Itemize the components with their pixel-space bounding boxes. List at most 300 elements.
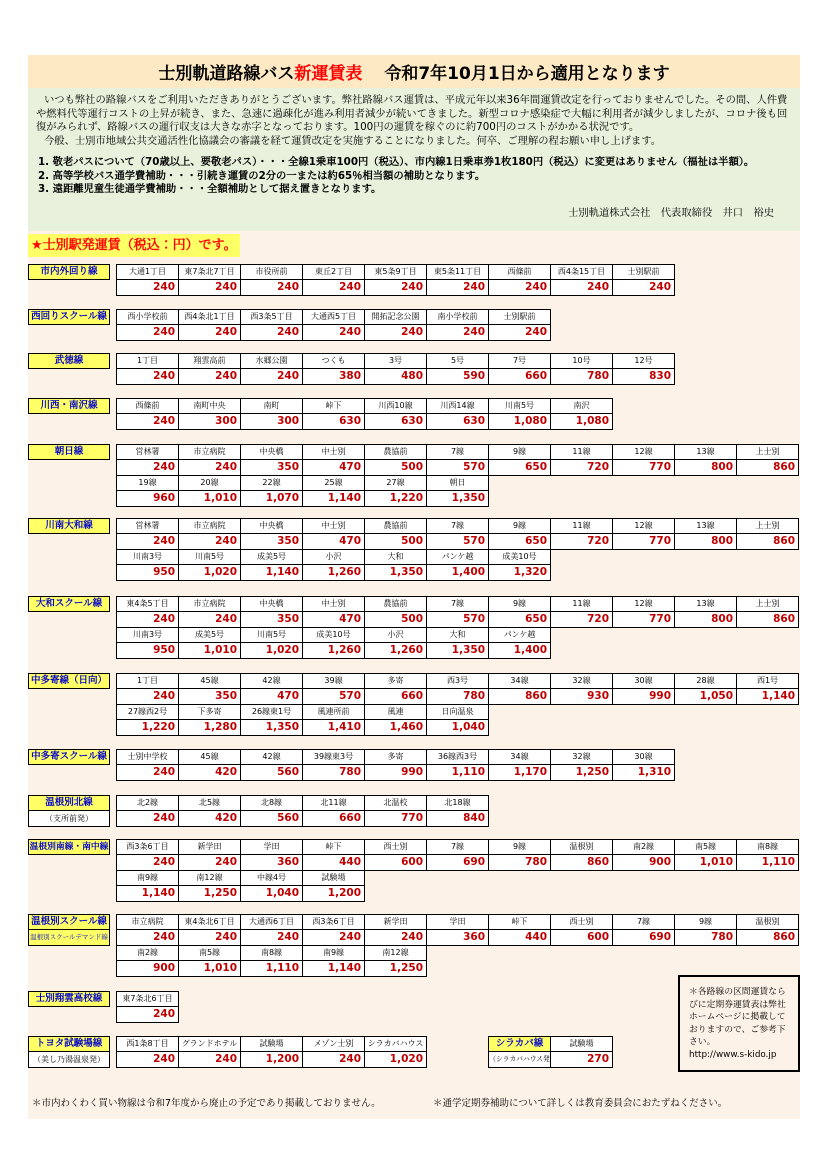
fare-cell: 1,260 [302,642,365,659]
fare-cell: 1,170 [488,764,551,781]
stop-name-cell: 42線 [240,749,303,765]
stop-name-cell: 28線 [674,673,737,689]
stop-name-cell: 34線 [488,749,551,765]
intro-item: 1. 敬老パスについて（70歳以上、要敬老パス）・・・全線1乗車100円（税込）、市内線1日乗車券1枚180円（税込）に変更はありません（福祉は半額）。 [38,156,755,168]
stop-name-cell: 南12線 [178,870,241,886]
stop-name-cell: 3号 [364,353,427,369]
stop-name-cell: 試験場 [550,1036,613,1052]
fare-cell: 1,260 [364,642,427,659]
fare-cell: 780 [426,688,489,705]
fare-cell: 1,140 [736,688,799,705]
stop-name-cell: 農協前 [364,596,427,612]
fare-cell: 900 [612,854,675,871]
stop-name-cell: 西條前 [488,264,551,280]
fare-cell: 930 [550,688,613,705]
stop-name-cell: 学田 [240,839,303,855]
fare-cell: 860 [550,854,613,871]
fare-cell: 350 [178,688,241,705]
footer-note-right: ＊通学定期券補助について詳しくは教育委員会におたずねください。 [433,1098,728,1109]
fare-cell: 1,200 [302,885,365,902]
fare-cell: 470 [302,611,365,628]
fare-cell: 240 [116,810,179,827]
stop-name-cell: 川南5号 [178,549,241,565]
stop-name-cell: 川西10線 [364,398,427,414]
intro-item: 3. 遠距離児童生徒通学費補助・・・全額補助として据え置きとなります。 [38,183,382,195]
fare-cell: 240 [364,279,427,296]
fare-cell: 240 [116,413,179,430]
fare-cell: 1,460 [364,719,427,736]
route-name-label: 朝日線 [28,444,110,460]
fare-cell: 240 [426,324,489,341]
stop-name-cell: 南12線 [364,945,427,961]
stop-name-cell: 西4条15丁目 [550,264,613,280]
fare-cell: 690 [612,929,675,946]
stop-name-cell: 西小学校前 [116,309,179,325]
stop-name-cell: 風連所前 [302,704,365,720]
fare-cell: 1,080 [550,413,613,430]
stop-name-cell: 13線 [674,518,737,534]
fare-cell: 600 [550,929,613,946]
stop-name-cell: 市立病院 [178,444,241,460]
fare-cell: 470 [302,459,365,476]
stop-name-cell: 西4条北1丁目 [178,309,241,325]
fare-cell: 480 [364,368,427,385]
stop-name-cell: 南9線 [302,945,365,961]
stop-name-cell: 東丘2丁目 [302,264,365,280]
stop-name-cell: 中士別 [302,444,365,460]
stop-name-cell: 30線 [612,673,675,689]
stop-name-cell: 25線 [302,475,365,491]
fare-cell: 300 [240,413,303,430]
fare-cell: 1,110 [240,960,303,977]
route-name-label: シラカバ線 [488,1036,551,1052]
fare-cell: 720 [550,533,613,550]
note-text: ＊各路線の区間運賃ならびに定期券運賃表は弊社ホームページに掲載しておりますので、ご参考下さい。 [689,987,786,1047]
fare-cell: 860 [488,688,551,705]
fare-cell: 650 [488,533,551,550]
fare-cell: 470 [302,533,365,550]
route-name-label: トヨタ試験場線 [28,1036,110,1052]
footer-note-left: ＊市内わくわく買い物線は令和7年度から廃止の予定であり掲載しておりません。 [32,1098,381,1109]
fare-cell: 240 [178,611,241,628]
fare-cell: 300 [178,413,241,430]
fare-cell: 440 [488,929,551,946]
stop-name-cell: 西士別 [550,914,613,930]
fare-cell: 240 [364,929,427,946]
fare-cell: 240 [116,1051,179,1068]
stop-name-cell: 11線 [550,596,613,612]
stop-name-cell: 東7条北7丁目 [178,264,241,280]
fare-cell: 240 [116,279,179,296]
fare-cell: 830 [612,368,675,385]
stop-name-cell: 上士別 [736,518,799,534]
intro-paragraph: 今般、士別市地域公共交通活性化協議会の審議を経て運賃改定を実施することになりました。何卒、ご理解の程お願い申し上げます。 [44,134,661,147]
stop-name-cell: 新学田 [178,839,241,855]
fare-cell: 690 [426,854,489,871]
fare-cell: 780 [488,854,551,871]
fare-cell: 1,400 [488,642,551,659]
route-name-label: 温根別南線・南中線 [28,839,110,855]
fare-cell: 1,040 [426,719,489,736]
fare-cell: 560 [240,764,303,781]
note-url: http://www.s-kido.jp [689,1049,777,1060]
fare-cell: 240 [116,368,179,385]
fare-cell: 800 [674,533,737,550]
stop-name-cell: 12線 [612,518,675,534]
fare-cell: 1,350 [426,490,489,507]
fare-cell: 240 [178,368,241,385]
fare-cell: 360 [240,854,303,871]
fare-cell: 650 [488,611,551,628]
route-name-label: 士別翔雲高校線 [28,991,110,1007]
fare-cell: 240 [178,1051,241,1068]
fare-cell: 240 [116,459,179,476]
route-name-label: 川西・南沢線 [28,398,110,414]
fare-cell: 1,200 [240,1051,303,1068]
fare-cell: 1,410 [302,719,365,736]
stop-name-cell: 27線 [364,475,427,491]
fare-cell: 240 [116,324,179,341]
stop-name-cell: 温根別 [736,914,799,930]
route-name-label: 中多寄スクール線 [28,749,110,765]
stop-name-cell: 7線 [426,839,489,855]
fare-cell: 800 [674,611,737,628]
stop-name-cell: 11線 [550,518,613,534]
stop-name-cell: 西3号 [426,673,489,689]
fare-cell: 1,040 [240,885,303,902]
route-name-label: 大和スクール線 [28,596,110,612]
stop-name-cell: 東5条11丁目 [426,264,489,280]
stop-name-cell: 市立病院 [116,914,179,930]
stop-name-cell: 34線 [488,673,551,689]
route-name-label: 西回りスクール線 [28,309,110,325]
fare-cell: 1,220 [364,490,427,507]
stop-name-cell: 峠下 [302,839,365,855]
fare-cell: 240 [178,854,241,871]
stop-name-cell: 南8線 [240,945,303,961]
stop-name-cell: 7線 [612,914,675,930]
fare-cell: 1,280 [178,719,241,736]
fare-cell: 780 [550,368,613,385]
fare-cell: 840 [426,810,489,827]
fare-cell: 240 [116,1006,179,1023]
fare-cell: 240 [240,929,303,946]
company-signature: 士別軌道株式会社 代表取締役 井口 裕史 [568,206,774,219]
stop-name-cell: 市役所前 [240,264,303,280]
fare-cell: 1,260 [302,564,365,581]
fare-cell: 350 [240,533,303,550]
fare-cell: 1,140 [302,960,365,977]
stop-name-cell: 峠下 [302,398,365,414]
fare-cell: 720 [550,611,613,628]
fare-cell: 470 [240,688,303,705]
stop-name-cell: 中央橋 [240,444,303,460]
fare-cell: 1,050 [674,688,737,705]
fare-cell: 990 [364,764,427,781]
stop-name-cell: 峠下 [488,914,551,930]
fare-cell: 560 [240,810,303,827]
stop-name-cell: 南町中央 [178,398,241,414]
fare-cell: 1,310 [612,764,675,781]
stop-name-cell: 士別中学校 [116,749,179,765]
route-name-label: 武徳線 [28,353,110,369]
route-name-label: 中多寄線（日向） [28,673,110,689]
stop-name-cell: 成美10号 [302,627,365,643]
fare-cell: 780 [674,929,737,946]
stop-name-cell: つくも [302,353,365,369]
stop-name-cell: シラカバハウス [364,1036,427,1052]
route-name-label: 市内外回り線 [28,264,110,280]
fare-cell: 240 [178,324,241,341]
stop-name-cell: 19線 [116,475,179,491]
stop-name-cell: 南5線 [178,945,241,961]
stop-name-cell: 東4条5丁目 [116,596,179,612]
fare-cell: 240 [178,279,241,296]
intro-item: 2. 高等学校バス通学費補助・・・引続き運賃の2分の一または約65％相当額の補助となります。 [38,169,486,182]
fare-cell: 240 [302,324,365,341]
stop-name-cell: 北2線 [116,795,179,811]
stop-name-cell: 39線 [302,673,365,689]
stop-name-cell: メゾン士別 [302,1036,365,1052]
fare-cell: 1,140 [116,885,179,902]
stop-name-cell: 中線4号 [240,870,303,886]
fare-cell: 1,250 [550,764,613,781]
fare-cell: 240 [302,1051,365,1068]
stop-name-cell: 中士別 [302,518,365,534]
fare-cell: 1,010 [178,490,241,507]
stop-name-cell: 中央橋 [240,518,303,534]
fare-cell: 1,020 [178,564,241,581]
route-name-label: 温根別スクール線 [28,914,110,930]
stop-name-cell: 北18線 [426,795,489,811]
stop-name-cell: 士別駅前 [612,264,675,280]
fare-cell: 500 [364,533,427,550]
fare-cell: 240 [116,929,179,946]
stop-name-cell: 1丁目 [116,673,179,689]
stop-name-cell: 試験場 [302,870,365,886]
fare-cell: 660 [364,688,427,705]
fare-cell: 240 [116,764,179,781]
fare-cell: 570 [426,533,489,550]
stop-name-cell: 成美10号 [488,549,551,565]
fare-cell: 800 [674,459,737,476]
fare-cell: 1,080 [488,413,551,430]
stop-name-cell: 成美5号 [240,549,303,565]
stop-name-cell: 西3条6丁目 [116,839,179,855]
stop-name-cell: 小沢 [364,627,427,643]
route-name-label: 川南大和線 [28,518,110,534]
stop-name-cell: 小沢 [302,549,365,565]
fare-cell: 420 [178,810,241,827]
stop-name-cell: 30線 [612,749,675,765]
stop-name-cell: 北5線 [178,795,241,811]
stop-name-cell: 大和 [364,549,427,565]
stop-name-cell: 39線東3号 [302,749,365,765]
stop-name-cell: 32線 [550,673,613,689]
stop-name-cell: 営林署 [116,444,179,460]
stop-name-cell: 9線 [488,518,551,534]
stop-name-cell: 温根別 [550,839,613,855]
stop-name-cell: 日向温泉 [426,704,489,720]
stop-name-cell: 13線 [674,444,737,460]
stop-name-cell: 西士別 [364,839,427,855]
stop-name-cell: 大通西6丁目 [240,914,303,930]
stop-name-cell: 南2線 [612,839,675,855]
stop-name-cell: 9線 [488,596,551,612]
fare-cell: 240 [302,929,365,946]
stop-name-cell: 西3条5丁目 [240,309,303,325]
stop-name-cell: 12号 [612,353,675,369]
fare-cell: 240 [240,279,303,296]
title-effective-date: 令和7年10月1日から適用となります [384,64,670,84]
fare-cell: 240 [612,279,675,296]
stop-name-cell: 22線 [240,475,303,491]
fare-cell: 1,350 [364,564,427,581]
stop-name-cell: 市立病院 [178,596,241,612]
fare-cell: 650 [488,459,551,476]
fare-cell: 1,320 [488,564,551,581]
fare-cell: 1,250 [364,960,427,977]
title-highlight: 新運賃表 [294,64,363,84]
fare-cell: 1,110 [426,764,489,781]
stop-name-cell: 45線 [178,673,241,689]
stop-name-cell: 42線 [240,673,303,689]
stop-name-cell: パンケ越 [488,627,551,643]
fare-cell: 630 [302,413,365,430]
title-main: 士別軌道路線バス [158,64,295,84]
fare-cell: 1,010 [674,854,737,871]
fare-cell: 240 [116,611,179,628]
stop-name-cell: 13線 [674,596,737,612]
stop-name-cell: 大通1丁目 [116,264,179,280]
stop-name-cell: 7線 [426,596,489,612]
stop-name-cell: 開拓記念公園 [364,309,427,325]
stop-name-cell: 北温校 [364,795,427,811]
fare-cell: 1,020 [240,642,303,659]
fare-cell: 770 [612,533,675,550]
fare-cell: 860 [736,459,799,476]
stop-name-cell: 川西14線 [426,398,489,414]
fare-cell: 860 [736,611,799,628]
stop-name-cell: 農協前 [364,444,427,460]
fare-cell: 770 [612,459,675,476]
fare-cell: 570 [302,688,365,705]
fare-cell: 780 [302,764,365,781]
fare-cell: 360 [426,929,489,946]
stop-name-cell: 新学田 [364,914,427,930]
fare-cell: 1,110 [736,854,799,871]
fare-cell: 1,350 [426,642,489,659]
stop-name-cell: 農協前 [364,518,427,534]
fare-cell: 240 [240,368,303,385]
stop-name-cell: 南沢 [550,398,613,414]
stop-name-cell: 南町 [240,398,303,414]
stop-name-cell: 12線 [612,444,675,460]
stop-name-cell: 水郷公園 [240,353,303,369]
fare-cell: 240 [178,929,241,946]
stop-name-cell: 7号 [488,353,551,369]
fare-cell: 420 [178,764,241,781]
stop-name-cell: グランドホテル [178,1036,241,1052]
stop-name-cell: 中士別 [302,596,365,612]
fare-cell: 1,140 [240,564,303,581]
fare-cell: 240 [426,279,489,296]
stop-name-cell: 川南5号 [240,627,303,643]
stop-name-cell: 南5線 [674,839,737,855]
fare-cell: 1,140 [302,490,365,507]
stop-name-cell: 南小学校前 [426,309,489,325]
fare-cell: 660 [302,810,365,827]
fare-cell: 900 [116,960,179,977]
fare-cell: 720 [550,459,613,476]
stop-name-cell: 上士別 [736,596,799,612]
stop-name-cell: 7線 [426,444,489,460]
stop-name-cell: 26線東1号 [240,704,303,720]
fare-cell: 660 [488,368,551,385]
stop-name-cell: 市立病院 [178,518,241,534]
fare-cell: 440 [302,854,365,871]
fare-cell: 240 [550,279,613,296]
stop-name-cell: 営林署 [116,518,179,534]
stop-name-cell: 南9線 [116,870,179,886]
fare-cell: 240 [116,688,179,705]
fare-cell: 990 [612,688,675,705]
fare-cell: 500 [364,611,427,628]
stop-name-cell: 12線 [612,596,675,612]
fare-cell: 1,400 [426,564,489,581]
stop-name-cell: 川南5号 [488,398,551,414]
fare-cell: 350 [240,459,303,476]
fare-cell: 570 [426,611,489,628]
fare-cell: 240 [302,279,365,296]
stop-name-cell: 10号 [550,353,613,369]
stop-name-cell: 西3条6丁目 [302,914,365,930]
fare-cell: 950 [116,642,179,659]
fare-cell: 240 [488,324,551,341]
stop-name-cell: 成美5号 [178,627,241,643]
fare-cell: 960 [116,490,179,507]
stop-name-cell: 7線 [426,518,489,534]
fare-cell: 770 [612,611,675,628]
stop-name-cell: 南2線 [116,945,179,961]
section-title: ★士別駅発運賃（税込：円）です。 [28,234,240,257]
note-box [678,975,800,1072]
fare-cell: 860 [736,929,799,946]
fare-cell: 1,020 [364,1051,427,1068]
stop-name-cell: 試験場 [240,1036,303,1052]
fare-cell: 240 [488,279,551,296]
route-origin-label: （美し乃湯温泉発） [28,1051,110,1068]
fare-cell: 630 [364,413,427,430]
fare-cell: 240 [178,459,241,476]
stop-name-cell: 下多寄 [178,704,241,720]
fare-cell: 350 [240,611,303,628]
stop-name-cell: 45線 [178,749,241,765]
stop-name-cell: 川南3号 [116,549,179,565]
fare-cell: 600 [364,854,427,871]
stop-name-cell: 東4条北6丁目 [178,914,241,930]
stop-name-cell: 27線西2号 [116,704,179,720]
fare-cell: 1,250 [178,885,241,902]
route-origin-label: （支所前発） [28,810,110,827]
intro-paragraph: いつも弊社の路線バスをご利用いただきありがとうございます。弊社路線バス運賃は、平成元年以来36年間運賃改定を行っておりませんでした。その間、人件費や燃料代等運行コストの上昇が続き、また、急速に過疎化が進み利用者減少が続いてきました。新型コロナ感染症で大幅に利用者が減少しましたが、コロナ後も回復がみられず、路線バスの運行収支は大きな赤字となっております。100円の運賃を稼ぐのに約700円のコストがかかる状況です。 [36,94,788,133]
route-alt-name-label: 温根別スクールデマンド線 [28,929,110,946]
stop-name-cell: 36線西3号 [426,749,489,765]
stop-name-cell: 朝日 [426,475,489,491]
stop-name-cell: 9線 [488,444,551,460]
stop-name-cell: パンケ越 [426,549,489,565]
stop-name-cell: 9線 [674,914,737,930]
